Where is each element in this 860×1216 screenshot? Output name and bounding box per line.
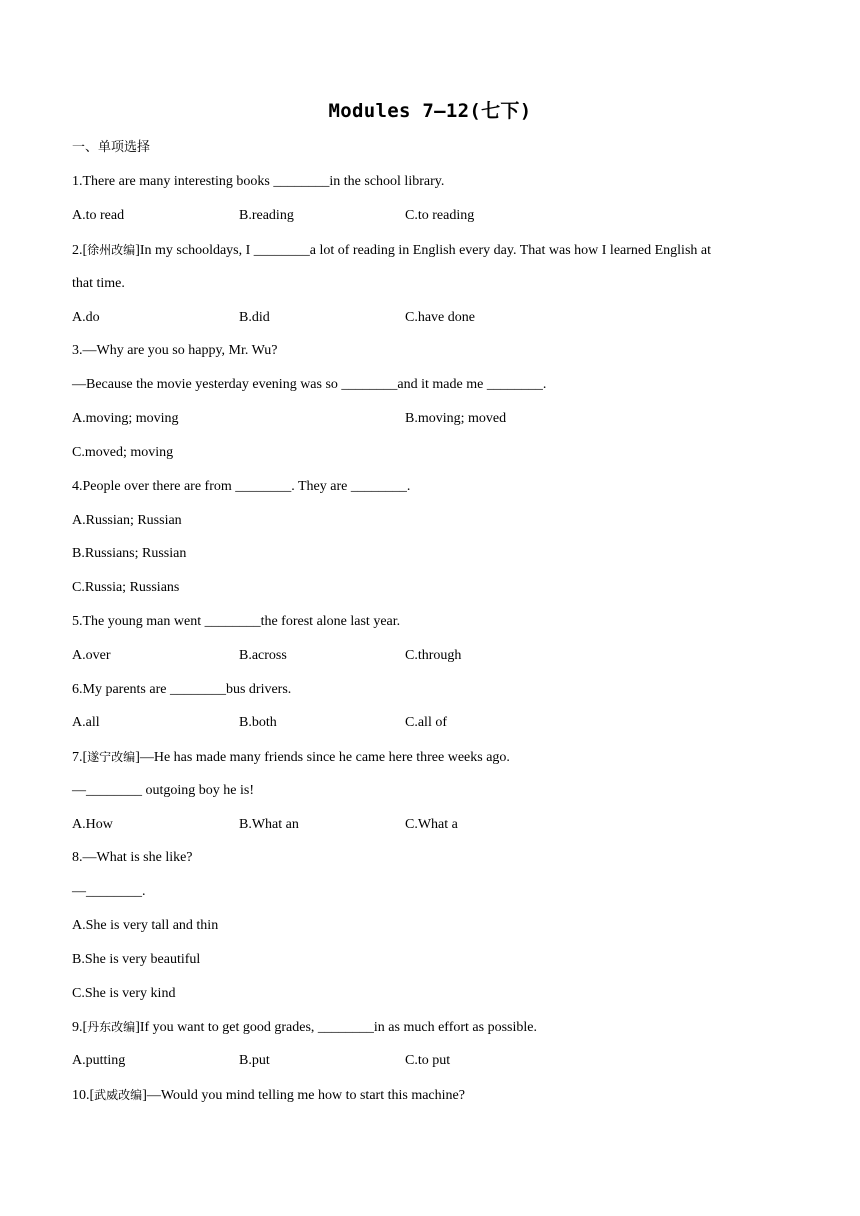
- option-a: A.How: [72, 817, 113, 832]
- option-a: A.over: [72, 648, 111, 663]
- question-text: ]If you want to get good grades, ________in as much effort as possible.: [135, 1020, 537, 1035]
- question-text: ]—Would you mind telling me how to start this machine?: [142, 1088, 465, 1103]
- option-b: B.across: [239, 648, 287, 663]
- question-4-option-b: B.Russians; Russian: [72, 546, 187, 561]
- question-2-stem: [72, 240, 800, 260]
- option-b: B.did: [239, 310, 270, 325]
- option-b: B.moving; moved: [405, 411, 507, 426]
- question-1-options: [72, 206, 800, 226]
- question-7-options: [72, 815, 800, 835]
- option-a: A.to read: [72, 208, 125, 223]
- question-6-stem: 6.My parents are ________bus drivers.: [72, 682, 292, 697]
- option-a: A.moving; moving: [72, 411, 179, 426]
- option-b: B.put: [239, 1053, 270, 1068]
- question-9-stem: [72, 1017, 800, 1037]
- option-b: B.reading: [239, 208, 294, 223]
- question-number: 7.[: [72, 750, 88, 765]
- option-c: C.to reading: [405, 208, 475, 223]
- source-tag: 徐州改编: [87, 243, 136, 257]
- source-tag: 武威改编: [94, 1088, 143, 1102]
- source-tag: 丹东改编: [87, 1020, 136, 1034]
- question-6-options: [72, 713, 800, 733]
- question-2-options: [72, 308, 800, 328]
- question-3-options: [72, 409, 800, 429]
- question-4-option-c: C.Russia; Russians: [72, 580, 180, 595]
- question-7-stem: [72, 747, 800, 767]
- option-a: A.do: [72, 310, 100, 325]
- question-number: 10.[: [72, 1088, 95, 1103]
- option-c: C.have done: [405, 310, 475, 325]
- option-a: A.putting: [72, 1053, 126, 1068]
- source-tag: 遂宁改编: [87, 750, 136, 764]
- question-8-option-c: C.She is very kind: [72, 986, 176, 1001]
- option-c: C.all of: [405, 715, 447, 730]
- question-number: 2.[: [72, 243, 88, 258]
- question-2-stem-continued: that time.: [72, 276, 125, 291]
- question-3-stem-continued: —Because the movie yesterday evening was so ________and it made me ________.: [72, 377, 547, 392]
- question-5-stem: 5.The young man went ________the forest alone last year.: [72, 614, 401, 629]
- question-text: ]In my schooldays, I ________a lot of reading in English every day. That was how I learned English at: [135, 243, 711, 258]
- question-7-stem-continued: —________ outgoing boy he is!: [72, 783, 254, 798]
- section-heading: 一、单项选择: [72, 140, 151, 155]
- question-4-stem: 4.People over there are from ________. They are ________.: [72, 479, 411, 494]
- option-c: C.through: [405, 648, 462, 663]
- question-9-options: [72, 1051, 800, 1071]
- question-3-stem: 3.—Why are you so happy, Mr. Wu?: [72, 343, 278, 358]
- question-8-option-b: B.She is very beautiful: [72, 952, 201, 967]
- question-number: 9.[: [72, 1020, 88, 1035]
- question-text: ]—He has made many friends since he came here three weeks ago.: [135, 750, 510, 765]
- option-c: C.What a: [405, 817, 458, 832]
- question-10-stem: [72, 1085, 800, 1105]
- option-a: A.all: [72, 715, 100, 730]
- question-4-option-a: A.Russian; Russian: [72, 513, 182, 528]
- question-8-option-a: A.She is very tall and thin: [72, 918, 219, 933]
- page-title: Modules 7—12(七下): [328, 100, 532, 122]
- option-b: B.What an: [239, 817, 299, 832]
- option-c: C.to put: [405, 1053, 451, 1068]
- option-b: B.both: [239, 715, 277, 730]
- question-1-stem: 1.There are many interesting books ________in the school library.: [72, 174, 445, 189]
- question-3-option-c: C.moved; moving: [72, 445, 174, 460]
- question-8-stem-continued: —________.: [72, 884, 146, 899]
- question-5-options: [72, 646, 800, 666]
- question-8-stem: 8.—What is she like?: [72, 850, 193, 865]
